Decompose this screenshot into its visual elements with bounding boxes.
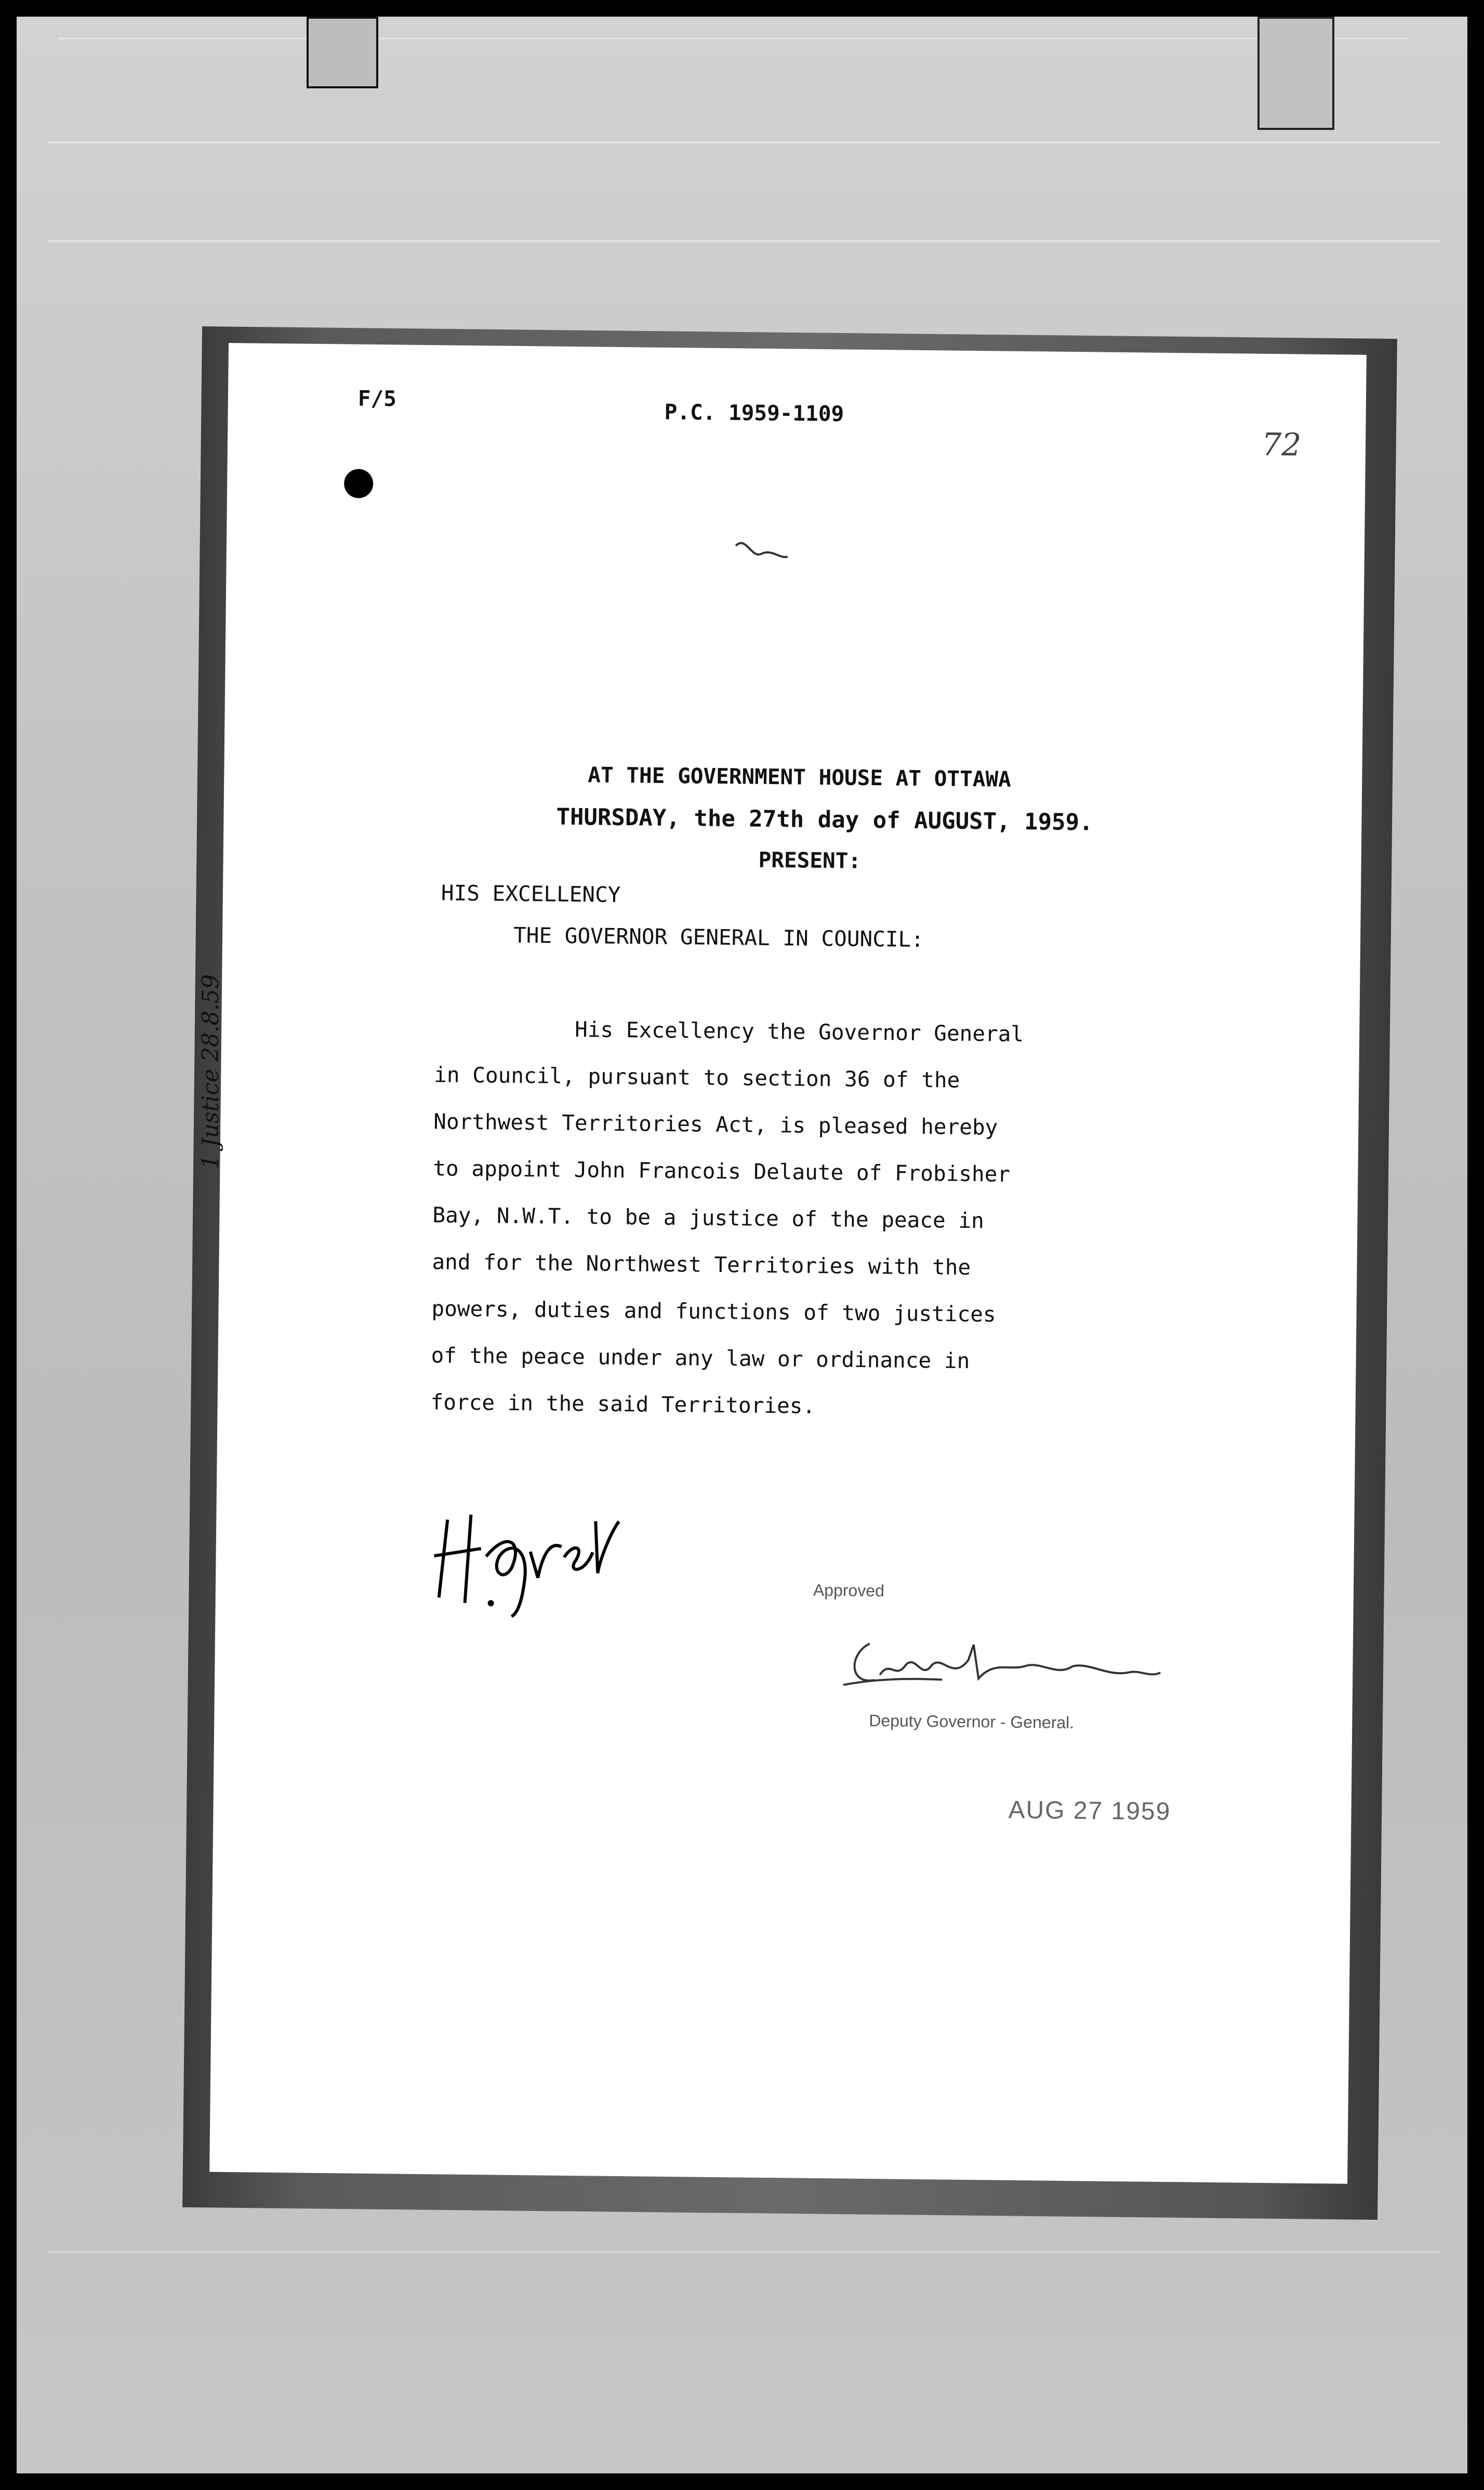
body-line: to appoint John Francois Delaute of Frobisher <box>433 1156 1011 1187</box>
heading-line-3: PRESENT: <box>758 847 862 873</box>
address-line-2: THE GOVERNOR GENERAL IN COUNCIL: <box>513 922 924 952</box>
film-mark <box>1257 17 1334 130</box>
film-streak <box>58 37 1409 39</box>
body-line: and for the Northwest Territories with the <box>432 1249 971 1280</box>
punch-hole <box>344 469 374 498</box>
body-line: Northwest Territories Act, is pleased hereby <box>433 1109 998 1140</box>
body-line: of the peace under any law or ordinance in <box>431 1343 970 1374</box>
date-stamp: AUG 27 1959 <box>1008 1796 1171 1826</box>
order-number: P.C. 1959-1109 <box>664 399 844 427</box>
body-line: His Excellency the Governor General <box>574 1017 1024 1047</box>
signature-governor <box>418 1499 637 1620</box>
file-code: F/5 <box>357 386 397 412</box>
body-line: force in the said Territories. <box>430 1389 816 1419</box>
signature-deputy <box>838 1627 1171 1704</box>
film-streak <box>48 2251 1440 2253</box>
pencil-mark <box>730 535 793 572</box>
page-number: 72 <box>1261 426 1302 463</box>
body-line: in Council, pursuant to section 36 of the <box>434 1062 960 1093</box>
film-streak <box>48 141 1440 143</box>
film-streak <box>48 240 1440 242</box>
address-line-1: HIS EXCELLENCY <box>441 880 621 907</box>
body-line: Bay, N.W.T. to be a justice of the peace in <box>432 1202 985 1234</box>
body-line: powers, duties and functions of two justices <box>431 1296 996 1327</box>
document-page <box>209 343 1367 2184</box>
approved-label: Approved <box>813 1580 885 1600</box>
margin-note: 1 Justice 28.8.59 <box>197 974 224 1169</box>
approval-title: Deputy Governor - General. <box>869 1711 1075 1732</box>
film-mark <box>307 17 378 88</box>
heading-line-1: AT THE GOVERNMENT HOUSE AT OTTAWA <box>588 762 1012 792</box>
heading-line-2: THURSDAY, the 27th day of AUGUST, 1959. <box>556 803 1093 836</box>
